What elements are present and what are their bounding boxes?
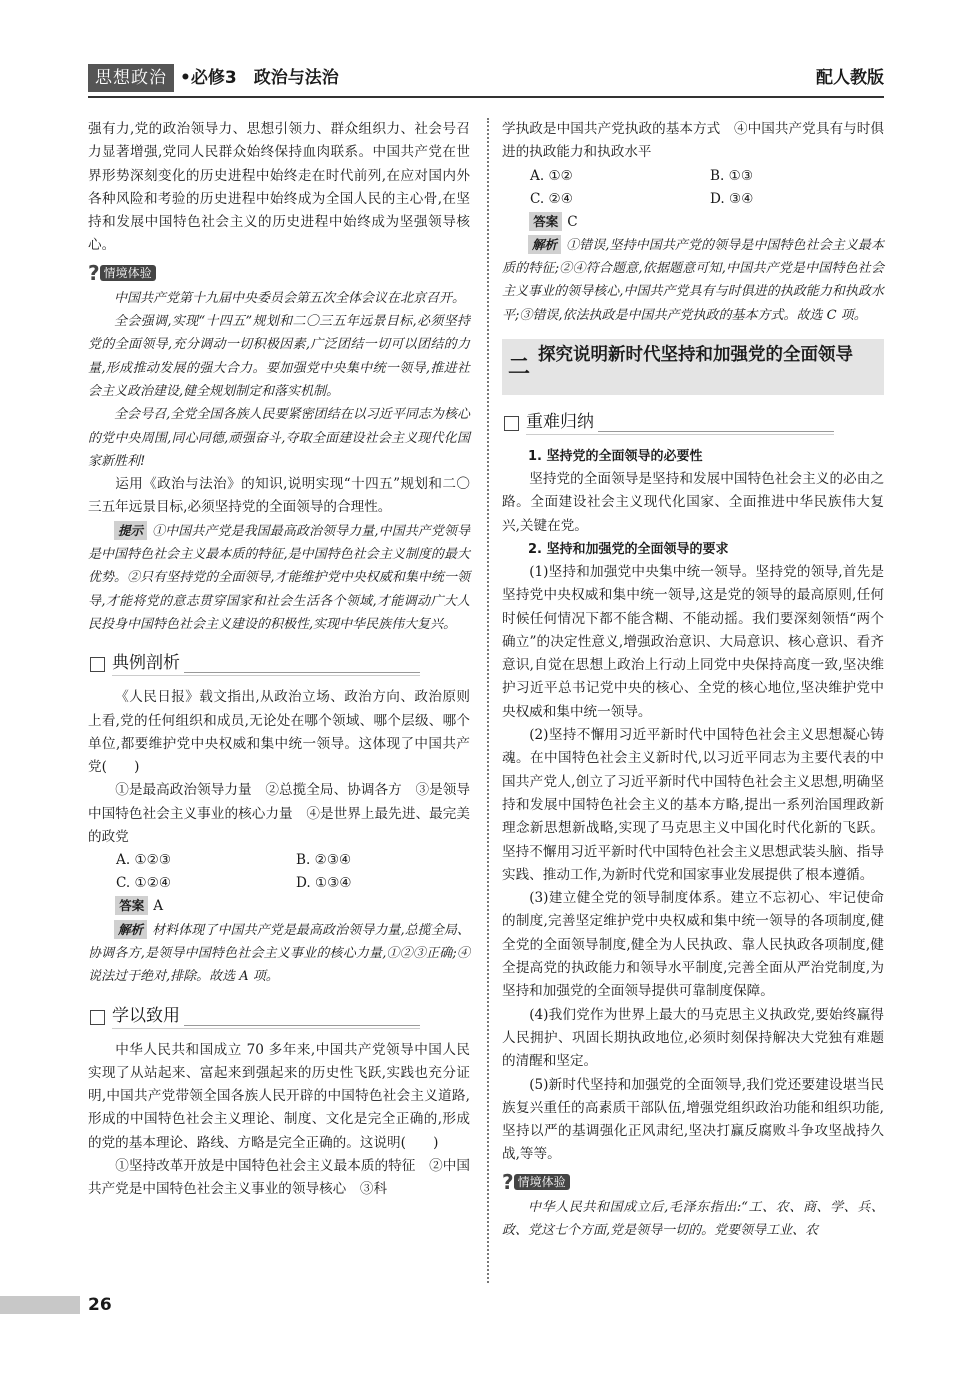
right-column: [502, 118, 884, 1242]
analysis-paragraph: 解析 ①错误,坚持中国共产党的领导是中国特色社会主义最本质的特征;②④符合题意,依据题意可知,中国共产党是中国特色社会主义事业的领导核心,中国共产党具有与时俱进的执政能力和执政水平;③错误,依法执政是中国共产党执政的基本方式。故选 C 项。: [502, 236, 884, 323]
answer-badge: 答案: [529, 212, 562, 231]
answer-line: 答案 A: [88, 895, 470, 918]
header-rule: [88, 96, 884, 98]
analysis-badge: 解析: [114, 920, 147, 939]
situation-text: 全会号召,全党全国各族人民要紧密团结在以习近平同志为核心的党中央周围,同心同德,顽强奋斗,夺取全面建设社会主义现代化国家新胜利!: [88, 407, 470, 469]
apply-question: 中华人民共和国成立 70 多年来,中国共产党领导中国人民实现了从站起来、富起来到强起来的历史性飞跃,实践也充分证明,中国共产党带领全国各族人民开辟的中国特色社会主义道路,形成的中国特色社会主义理论、制度、文化是完全正确的,形成的党的基本理论、路线、方略是完全正确的。这说明( ): [88, 1041, 470, 1151]
situation-text: 中国共产党第十九届中央委员会第五次全体会议在北京召开。: [114, 290, 466, 306]
option: B. ②③④: [296, 852, 352, 869]
subject-label: 思想政治: [88, 64, 174, 92]
apply-options: [530, 165, 884, 211]
example-items: ①是最高政治领导力量 ②总揽全局、协调各方 ③是领导中国特色社会主义事业的核心力量 ④是世界上最先进、最完美的政党: [88, 782, 470, 846]
paragraph: 坚持党的全面领导是坚持和发展中国特色社会主义的必由之路。全面建设社会主义现代化国家、全面推进中华民族伟大复兴,关键在党。: [502, 471, 884, 534]
apply-items: ①坚持改革开放是中国特色社会主义最本质的特征 ②中国共产党是中国特色社会主义事业的领导核心 ③科: [88, 1157, 470, 1198]
apply-items-continued: 学执政是中国共产党执政的基本方式 ④中国共产党具有与时俱进的执政能力和执政水平: [502, 121, 884, 161]
hint-paragraph: 提示 ①中国共产党是我国最高政治领导力量,中国共产党领导是中国特色社会主义最本质的特征,是中国特色社会主义制度的最大优势。②只有坚持党的全面领导,才能维护党中央权威和集中统一领导,才能将党的意志贯穿国家和社会生活各个领域,才能调动广大人民投身中国特色社会主义建设的积极性,实现中华民族伟大复兴。: [88, 522, 470, 632]
section-heading-examples: 典例剖析: [88, 650, 470, 678]
page-header: [88, 62, 884, 94]
question-mark-icon: ?: [502, 1169, 514, 1194]
subheading: 2. 坚持和加强党的全面领导的要求: [528, 541, 729, 557]
topic-heading: [502, 339, 884, 395]
question-mark-icon: ?: [88, 260, 100, 285]
answer-line: 答案 C: [502, 211, 884, 234]
example-options: [116, 849, 470, 895]
option: A. ①②③: [116, 852, 172, 869]
paragraph: (2)坚持不懈用习近平新时代中国特色社会主义思想凝心铸魂。在中国特色社会主义新时代,以习近平同志为主要代表的中国共产党人,创立了习近平新时代中国特色社会主义思想,明确坚持和发展中国特色社会主义的基本方略,提出一系列治国理政新理念新思想新战略,实现了马克思主义中国化时代化新的飞跃。坚持不懈用习近平新时代中国特色社会主义思想武装头脑、指导实践、推动工作,为新时代党和国家事业发展提供了根本遵循。: [502, 727, 884, 883]
hint-badge: 提示: [114, 521, 147, 540]
option: D. ③④: [710, 190, 754, 207]
question-text: 运用《政治与法治》的知识,说明实现“十四五”规划和二〇三五年远景目标,必须坚持党的全面领导的合理性。: [88, 476, 470, 516]
situation-text: 全会强调,实现“十四五”规划和二〇三五年远景目标,必须坚持党的全面领导,充分调动一切积极因素,广泛团结一切可以团结的力量,形成推动发展的强大合力。要加强党中央集中统一领导,推进社会主义政治建设,健全规划制定和落实机制。: [88, 314, 470, 399]
book-title: •必修3 政治与法治: [180, 68, 339, 88]
paragraph: (1)坚持和加强党中央集中统一领导。坚持党的领导,首先是坚持党中央权威和集中统一领导,这是党的领导的最高原则,任何时候任何情况下都不能含糊、不能动摇。我们要深刻领悟“两个确立”的决定性意义,增强政治意识、大局意识、核心意识、看齐意识,自觉在思想上政治上行动上同党中央保持高度一致,坚决维护习近平总书记党中央的核心、全党的核心地位,坚决维护党中央权威和集中统一领导。: [502, 563, 884, 720]
section-heading-summary: 重难归纳: [502, 409, 884, 437]
analysis-paragraph: 解析 材料体现了中国共产党是最高政治领导力量,总揽全局、协调各方,是领导中国特色社会主义事业的核心力量,①②③正确;④说法过于绝对,排除。故选 A 项。: [88, 921, 470, 985]
paragraph: (4)我们党作为世界上最大的马克思主义执政党,要始终赢得人民拥护、巩固长期执政地位,必须时刻保持解决大党独有难题的清醒和坚定。: [502, 1006, 884, 1070]
situation-text: 中华人民共和国成立后,毛泽东指出:“工、农、商、学、兵、政、党这七个方面,党是领导一切的。党要领导工业、农: [502, 1199, 884, 1238]
section-heading-apply: 学以致用: [88, 1003, 470, 1031]
answer-badge: 答案: [115, 896, 148, 915]
page-number: 26: [88, 1295, 112, 1315]
left-column: [88, 118, 470, 1202]
option: D. ①③④: [296, 875, 352, 892]
column-divider: [487, 118, 489, 1283]
paragraph: (5)新时代坚持和加强党的全面领导,我们党还要建设堪当民族复兴重任的高素质干部队伍,增强党组织政治功能和组织功能,坚持以严的基调强化正风肃纪,坚决打赢反腐败斗争攻坚战持久战,等等。: [502, 1076, 884, 1163]
option: C. ①②④: [116, 875, 172, 892]
subheading: 1. 坚持党的全面领导的必要性: [528, 449, 703, 465]
analysis-badge: 解析: [528, 235, 561, 254]
example-question: 《人民日报》载文指出,从政治立场、政治方向、政治原则上看,党的任何组织和成员,无论处在哪个领域、哪个层级、哪个单位,都要维护党中央权威和集中统一领导。这体现了中国共产党( ): [88, 689, 470, 776]
situation-tag: ? 情境体验: [502, 1170, 570, 1194]
option: A. ①②: [530, 167, 573, 184]
option: C. ②④: [530, 190, 573, 207]
paragraph: 强有力,党的政治领导力、思想引领力、群众组织力、社会号召力显著增强,党同人民群众始终保持血肉联系。中国共产党在世界形势深刻变化的历史进程中始终走在时代前列,在应对国内外各种风险和考验的历史进程中始终成为全国人民的主心骨,在坚持和发展中国特色社会主义的历史进程中始终成为坚强领导核心。: [88, 121, 470, 254]
option: B. ①③: [710, 167, 754, 184]
footer-bar: [0, 1296, 80, 1314]
topic-number: 二: [508, 354, 531, 381]
edition-label: 配人教版: [816, 68, 884, 88]
situation-tag: ? 情境体验: [88, 261, 156, 285]
topic-title: 探究说明新时代坚持和加强党的全面领导: [538, 345, 853, 366]
paragraph: (3)建立健全党的领导制度体系。建立不忘初心、牢记使命的制度,完善坚定维护党中央权威和集中统一领导的各项制度,健全党的全面领导制度,健全为人民执政、靠人民执政各项制度,健全提高党的执政能力和领导水平制度,完善全面从严治党制度,为坚持和加强党的全面领导提供可靠制度保障。: [502, 890, 884, 1000]
